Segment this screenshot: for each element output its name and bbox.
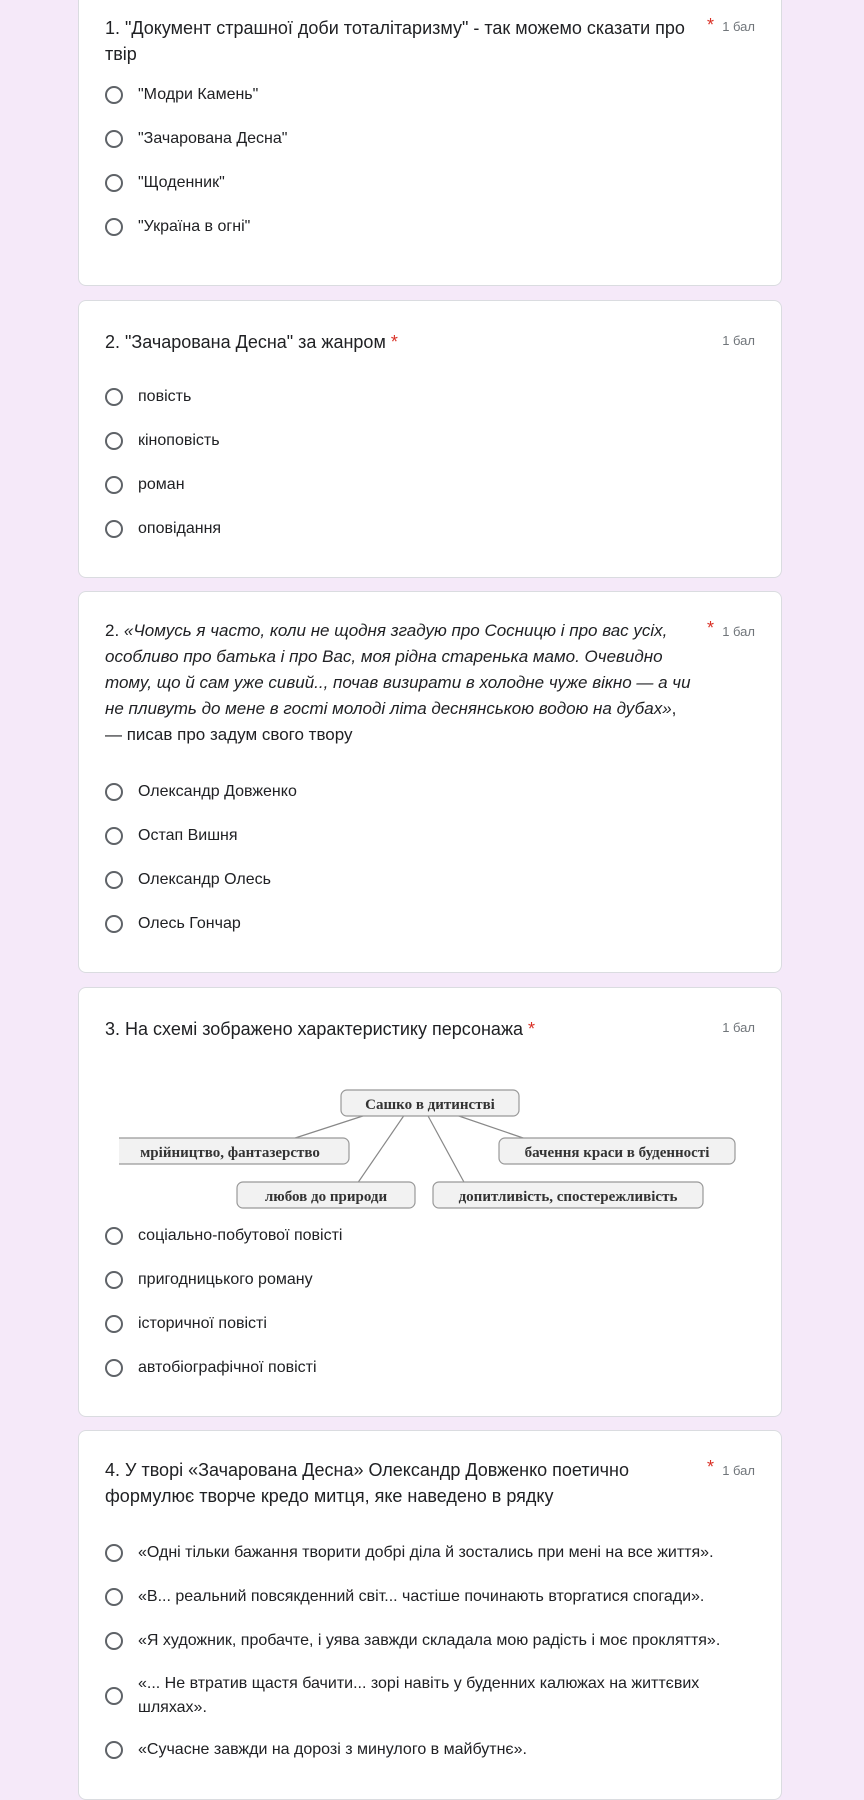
- points-label: 1 бал: [722, 1463, 755, 1478]
- question-title: 1. "Документ страшної доби тоталітаризму" - так можемо сказати про твір: [105, 18, 685, 64]
- option-radio[interactable]: [105, 473, 745, 497]
- option-label: оповідання: [138, 520, 222, 537]
- question-title: [105, 329, 695, 355]
- node-label: бачення краси в буденності: [524, 1145, 710, 1161]
- option-label: соціально-побутової повісті: [138, 1227, 343, 1244]
- radio-circle[interactable]: [105, 476, 123, 494]
- points-label: 1 бал: [722, 19, 755, 34]
- option-label: Олександр Олесь: [138, 871, 271, 888]
- option-label: пригодницького роману: [138, 1271, 313, 1288]
- option-label: "Україна в огні": [138, 218, 251, 235]
- required-marker: *: [390, 332, 398, 352]
- connector-line: [427, 1114, 465, 1184]
- radio-circle[interactable]: [105, 915, 123, 933]
- option-radio[interactable]: [105, 385, 745, 409]
- option-label: «Сучасне завжди на дорозі з минулого в майбутнє».: [138, 1741, 527, 1758]
- option-label: «Я художник, пробачте, і уява завжди складала мою радість і моє прокляття».: [138, 1632, 721, 1649]
- option-label: історичної повісті: [138, 1315, 267, 1332]
- question-quote: «Чомусь я часто, коли не щодня згадую про Сосницю і про вас усіх, особливо про батька і про Вас, моя рідна старенька мамо. Очевидно тому, що й сам уже сивий.., почав визирати в холодне чуже вікно — а чи не пливуть до мене в гості молоді літа деснянською водою на дубах»: [105, 621, 691, 718]
- radio-circle[interactable]: [105, 1632, 123, 1650]
- radio-circle[interactable]: [105, 86, 123, 104]
- radio-circle[interactable]: [105, 520, 123, 538]
- radio-circle[interactable]: [105, 218, 123, 236]
- node-label: мрійництво, фантазерство: [140, 1145, 320, 1161]
- question-title: [105, 618, 695, 748]
- question-title: [105, 1016, 695, 1042]
- option-label: Олесь Гончар: [138, 915, 241, 932]
- option-radio[interactable]: [105, 1312, 745, 1336]
- option-radio[interactable]: [105, 127, 745, 151]
- radio-circle[interactable]: [105, 1687, 123, 1705]
- question-title-text: 3. На схемі зображено характеристику персонажа: [105, 1019, 523, 1039]
- option-label: повість: [138, 388, 192, 405]
- option-label: Олександр Довженко: [138, 783, 297, 800]
- points-label: 1 бал: [722, 333, 755, 348]
- option-radio[interactable]: [105, 1672, 715, 1720]
- node-label: допитливість, спостережливість: [458, 1189, 678, 1205]
- points-label: 1 бал: [722, 624, 755, 639]
- option-label: "Модри Камень": [138, 86, 259, 103]
- required-marker: *: [707, 618, 715, 638]
- connector-line: [357, 1114, 405, 1184]
- option-label: «В... реальний повсякденний світ... частіше починають вторгатися спогади».: [138, 1588, 705, 1605]
- radio-circle[interactable]: [105, 1359, 123, 1377]
- radio-circle[interactable]: [105, 871, 123, 889]
- option-radio[interactable]: [105, 1224, 745, 1248]
- option-radio[interactable]: [105, 1629, 745, 1653]
- radio-circle[interactable]: [105, 130, 123, 148]
- question-title-suffix: , — писав про задум свого твору: [105, 699, 677, 744]
- question-card-4: [78, 987, 782, 1417]
- radio-circle[interactable]: [105, 783, 123, 801]
- option-label: роман: [138, 476, 185, 493]
- option-label: «Одні тільки бажання творити добрі діла й зостались при мені на все життя».: [138, 1544, 714, 1561]
- option-radio[interactable]: [105, 429, 745, 453]
- question-card-5: [78, 1430, 782, 1800]
- option-radio[interactable]: [105, 1585, 745, 1609]
- question-card-2: [78, 300, 782, 578]
- option-radio[interactable]: [105, 215, 745, 239]
- connector-line: [453, 1114, 529, 1140]
- option-radio[interactable]: [105, 912, 745, 936]
- required-marker: *: [707, 15, 715, 35]
- option-radio[interactable]: [105, 517, 745, 541]
- radio-circle[interactable]: [105, 1315, 123, 1333]
- connector-line: [289, 1114, 369, 1140]
- radio-circle[interactable]: [105, 1227, 123, 1245]
- option-radio[interactable]: [105, 780, 745, 804]
- option-label: "Щоденник": [138, 174, 225, 191]
- character-scheme-diagram: [119, 1078, 749, 1218]
- option-label: "Зачарована Десна": [138, 130, 288, 147]
- option-label: Остап Вишня: [138, 827, 238, 844]
- option-radio[interactable]: [105, 868, 745, 892]
- radio-circle[interactable]: [105, 1271, 123, 1289]
- option-radio[interactable]: [105, 1738, 745, 1762]
- radio-circle[interactable]: [105, 432, 123, 450]
- question-card-3: [78, 591, 782, 973]
- option-radio[interactable]: [105, 83, 745, 107]
- radio-circle[interactable]: [105, 388, 123, 406]
- option-radio[interactable]: [105, 1541, 745, 1565]
- required-marker: *: [528, 1019, 536, 1039]
- node-label: любов до природи: [264, 1189, 388, 1205]
- question-title-prefix: 2.: [105, 621, 124, 640]
- option-radio[interactable]: [105, 1268, 745, 1292]
- radio-circle[interactable]: [105, 174, 123, 192]
- question-card-1: [78, 0, 782, 286]
- option-radio[interactable]: [105, 171, 745, 195]
- required-marker: *: [707, 1457, 715, 1477]
- option-label: «... Не втратив щастя бачити... зорі навіть у буденних калюжах на життєвих шляхах».: [138, 1675, 700, 1716]
- option-label: автобіографічної повісті: [138, 1359, 317, 1376]
- option-radio[interactable]: [105, 824, 745, 848]
- radio-circle[interactable]: [105, 1544, 123, 1562]
- radio-circle[interactable]: [105, 1588, 123, 1606]
- option-label: кіноповість: [138, 432, 220, 449]
- question-title-text: 2. "Зачарована Десна" за жанром: [105, 332, 386, 352]
- center-node-label: Сашко в дитинстві: [365, 1097, 495, 1113]
- option-radio[interactable]: [105, 1356, 745, 1380]
- points-label: 1 бал: [722, 1020, 755, 1035]
- radio-circle[interactable]: [105, 1741, 123, 1759]
- question-title: 4. У творі «Зачарована Десна» Олександр Довженко поетично формулює творче кредо митця, яке наведено в рядку: [105, 1460, 629, 1506]
- radio-circle[interactable]: [105, 827, 123, 845]
